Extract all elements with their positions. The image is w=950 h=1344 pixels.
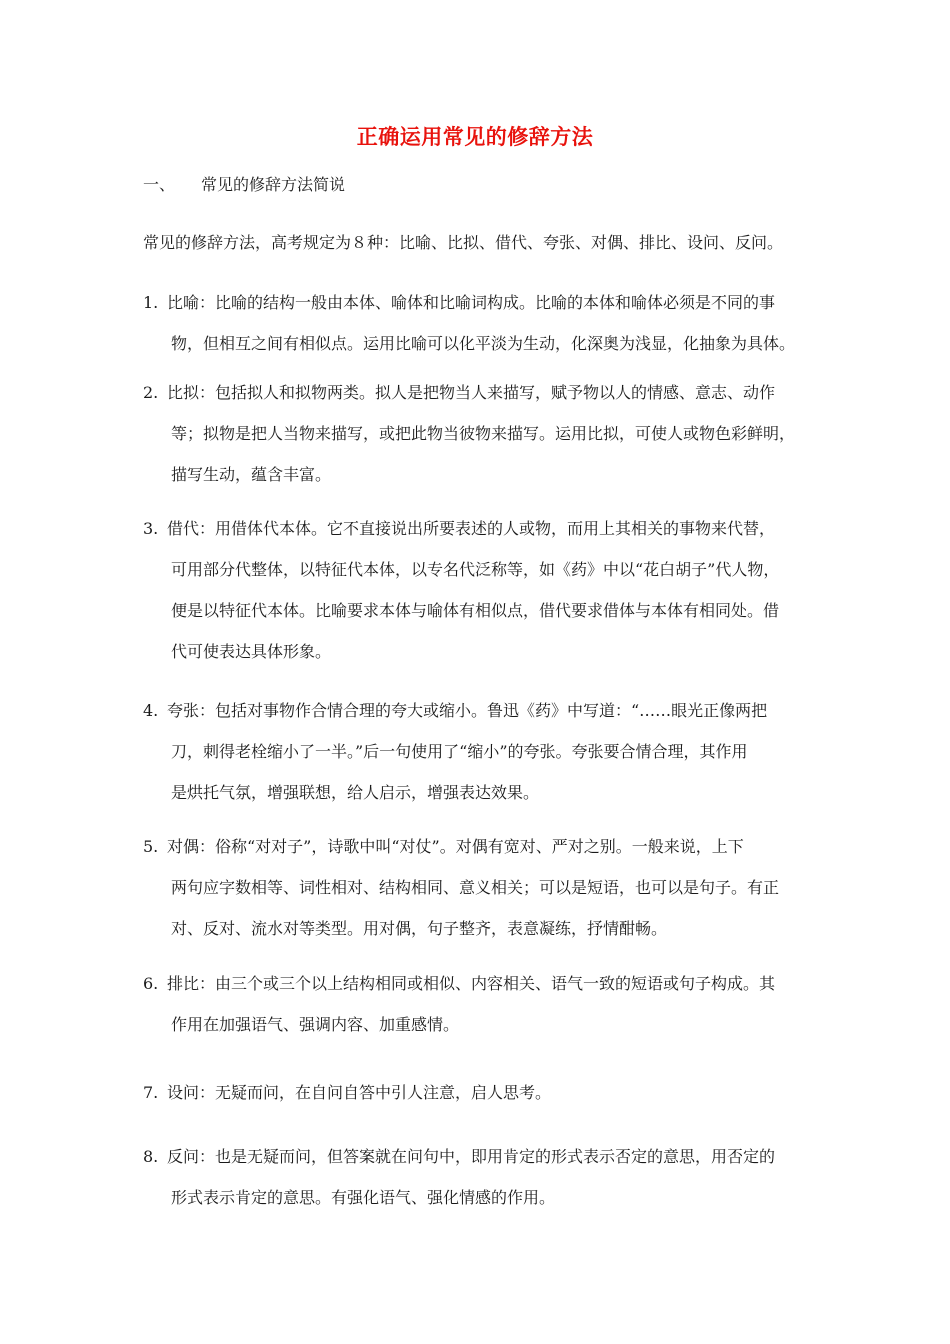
- list-item-text: 比喻：比喻的结构一般由本体、喻体和比喻词构成。比喻的本体和喻体必须是不同的事: [167, 293, 776, 312]
- list-item-index: 6.: [143, 974, 159, 993]
- list-item-text: 两句应字数相等、词性相对、结构相同、意义相关；可以是短语，也可以是句子。有正: [171, 878, 780, 897]
- list-item-first-line: [143, 1145, 823, 1186]
- list-item-continuation-line: [143, 740, 823, 781]
- list-item-index: 8.: [143, 1147, 159, 1166]
- list-item-continuation-line: [143, 332, 823, 373]
- list-item: [143, 1145, 823, 1227]
- list-item-text: 反问：也是无疑而问，但答案就在问句中，即用肯定的形式表示否定的意思，用否定的: [167, 1147, 776, 1166]
- document-title: 正确运用常见的修辞方法: [356, 125, 594, 149]
- list-item: [143, 699, 823, 822]
- list-item-text: 便是以特征代本体。比喻要求本体与喻体有相似点，借代要求借体与本体有相同处。借: [171, 601, 780, 620]
- list-item-continuation-line: [143, 463, 823, 504]
- list-item-text: 形式表示肯定的意思。有强化语气、强化情感的作用。: [171, 1188, 556, 1207]
- list-item-text: 对偶：俗称“对对子”，诗歌中叫“对仗”。对偶有宽对、严对之别。一般来说，上下: [167, 837, 744, 856]
- list-item-text: 可用部分代整体，以特征代本体，以专名代泛称等，如《药》中以“花白胡子”代人物，: [171, 560, 780, 579]
- list-item-first-line: [143, 291, 823, 332]
- list-item-first-line: [143, 835, 823, 876]
- list-item-continuation-line: [143, 1013, 823, 1054]
- list-item-text: 比拟：包括拟人和拟物两类。拟人是把物当人来描写，赋予物以人的情感、意志、动作: [167, 383, 776, 402]
- list-item-text: 对、反对、流水对等类型。用对偶，句子整齐，表意凝练，抒情酣畅。: [171, 919, 668, 938]
- list-item-index: 3.: [143, 519, 159, 538]
- list-item-first-line: [143, 972, 823, 1013]
- list-item-index: 4.: [143, 701, 159, 720]
- list-item: [143, 972, 823, 1054]
- section-heading: [143, 173, 345, 197]
- list-item-continuation-line: [143, 422, 823, 463]
- list-item-index: 5.: [143, 837, 159, 856]
- list-item-text: 描写生动，蕴含丰富。: [171, 465, 332, 484]
- list-item-first-line: [143, 517, 823, 558]
- list-item-text: 物，但相互之间有相似点。运用比喻可以化平淡为生动，化深奥为浅显，化抽象为具体。: [171, 334, 796, 353]
- list-item-continuation-line: [143, 917, 823, 958]
- section-number: 一、: [143, 175, 176, 194]
- intro-paragraph: 常见的修辞方法，高考规定为８种：比喻、比拟、借代、夸张、对偶、排比、设问、反问。: [143, 233, 784, 252]
- list-item-text: 刀，刺得老栓缩小了一半。”后一句使用了“缩小”的夸张。夸张要合情合理，其作用: [171, 742, 748, 761]
- list-item: [143, 381, 823, 504]
- list-item-index: 2.: [143, 383, 159, 402]
- list-item-text: 等；拟物是把人当物来描写，或把此物当彼物来描写。运用比拟，可使人或物色彩鲜明，: [171, 424, 796, 443]
- list-item-continuation-line: [143, 640, 823, 681]
- list-item-text: 作用在加强语气、强调内容、加重感情。: [171, 1015, 460, 1034]
- list-item-text: 夸张：包括对事物作合情合理的夸大或缩小。鲁迅《药》中写道：“……眼光正像两把: [167, 701, 768, 720]
- section-heading-text: 常见的修辞方法简说: [201, 175, 346, 194]
- list-item-continuation-line: [143, 876, 823, 917]
- list-item-first-line: [143, 1081, 823, 1122]
- list-item: [143, 1081, 823, 1122]
- list-item-text: 是烘托气氛，增强联想，给人启示，增强表达效果。: [171, 783, 540, 802]
- list-item-continuation-line: [143, 781, 823, 822]
- list-item-text: 借代：用借体代本体。它不直接说出所要表述的人或物，而用上其相关的事物来代替，: [167, 519, 776, 538]
- list-item-text: 设问：无疑而问，在自问自答中引人注意，启人思考。: [167, 1083, 552, 1102]
- list-item-index: 7.: [143, 1083, 159, 1102]
- list-item: [143, 835, 823, 958]
- list-item-first-line: [143, 699, 823, 740]
- list-item-text: 排比：由三个或三个以上结构相同或相似、内容相关、语气一致的短语或句子构成。其: [167, 974, 776, 993]
- list-item-continuation-line: [143, 558, 823, 599]
- list-item-first-line: [143, 381, 823, 422]
- list-item-index: 1.: [143, 293, 159, 312]
- list-item: [143, 517, 823, 681]
- list-item: [143, 291, 823, 373]
- list-item-text: 代可使表达具体形象。: [171, 642, 332, 661]
- list-item-continuation-line: [143, 599, 823, 640]
- list-item-continuation-line: [143, 1186, 823, 1227]
